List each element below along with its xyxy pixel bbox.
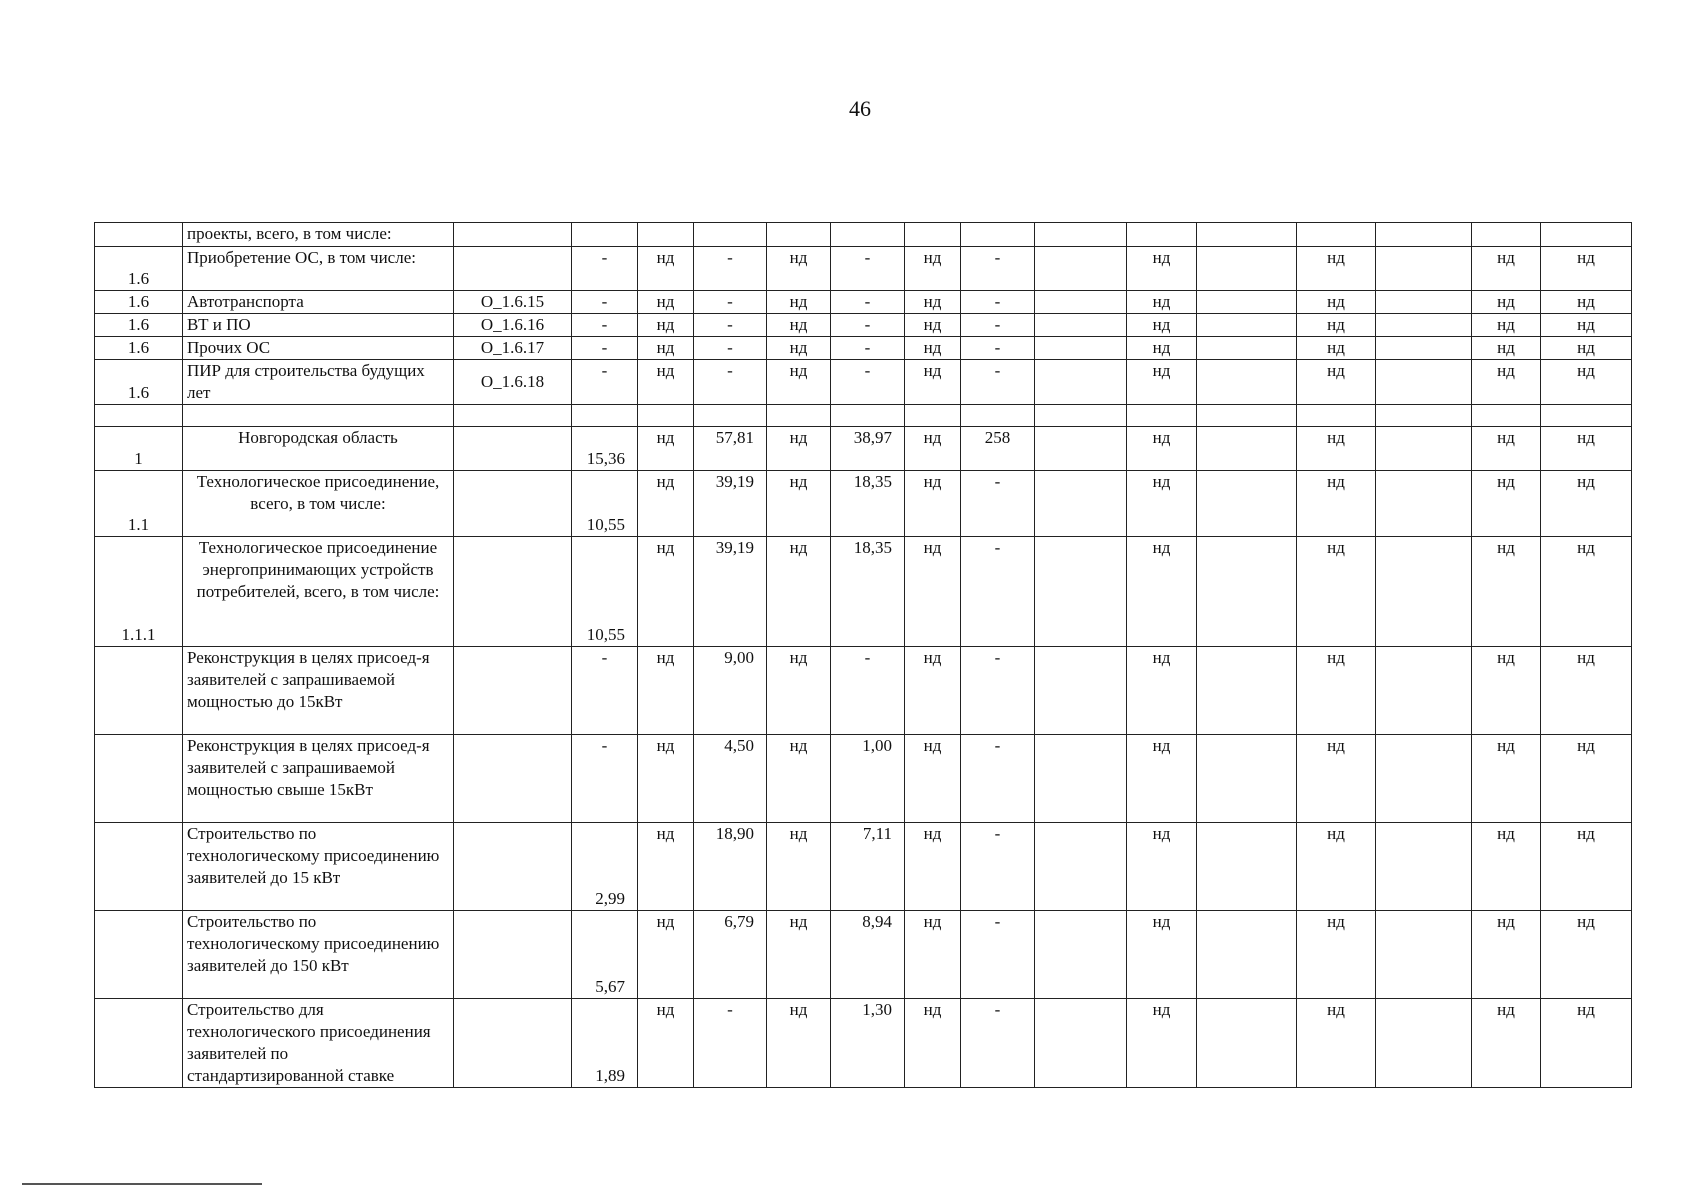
cell-value: - bbox=[961, 999, 1035, 1088]
cell-value: нд bbox=[767, 360, 831, 405]
cell-value: нд bbox=[1541, 337, 1632, 360]
cell-value bbox=[1376, 247, 1472, 291]
cell-value bbox=[1197, 911, 1297, 999]
cell-value: нд bbox=[1297, 537, 1376, 647]
cell-value: 7,11 bbox=[831, 823, 905, 911]
row-code bbox=[454, 735, 572, 823]
cell-value bbox=[1035, 471, 1127, 537]
cell-value: 15,36 bbox=[572, 427, 638, 471]
cell-value: нд bbox=[1127, 337, 1197, 360]
cell-value: - bbox=[694, 360, 767, 405]
cell-value bbox=[1197, 427, 1297, 471]
cell-value: - bbox=[572, 735, 638, 823]
row-number: 1.1 bbox=[95, 471, 183, 537]
cell-value: нд bbox=[1127, 537, 1197, 647]
cell-value: нд bbox=[905, 291, 961, 314]
cell-value: 4,50 bbox=[694, 735, 767, 823]
cell-value: нд bbox=[1472, 360, 1541, 405]
cell-value: - bbox=[961, 337, 1035, 360]
table-row bbox=[95, 735, 1632, 823]
row-name: Строительство для технологического присоединения заявителей по стандартизированной ставке bbox=[183, 999, 454, 1088]
cell-value: нд bbox=[1541, 999, 1632, 1088]
row-name: ВТ и ПО bbox=[183, 314, 454, 337]
cell-value bbox=[1035, 823, 1127, 911]
cell-value: нд bbox=[905, 427, 961, 471]
cell-value: 1,30 bbox=[831, 999, 905, 1088]
cell-value: нд bbox=[1541, 735, 1632, 823]
cell-value: нд bbox=[1297, 314, 1376, 337]
cell-value: нд bbox=[1472, 735, 1541, 823]
cell-value bbox=[1035, 537, 1127, 647]
cell-value bbox=[1035, 360, 1127, 405]
row-number: 1.1.1 bbox=[95, 537, 183, 647]
table-row bbox=[95, 405, 1632, 427]
cell-value: нд bbox=[767, 291, 831, 314]
cell-value: нд bbox=[905, 647, 961, 735]
cell-value: нд bbox=[905, 823, 961, 911]
cell-value: - bbox=[694, 291, 767, 314]
cell-value: - bbox=[831, 337, 905, 360]
cell-value: нд bbox=[638, 471, 694, 537]
cell-value: нд bbox=[767, 735, 831, 823]
cell-value: нд bbox=[1127, 291, 1197, 314]
cell-value bbox=[694, 405, 767, 427]
cell-value: 57,81 bbox=[694, 427, 767, 471]
cell-value bbox=[1197, 471, 1297, 537]
cell-value bbox=[1376, 999, 1472, 1088]
cell-value: нд bbox=[1541, 471, 1632, 537]
cell-value: 1,89 bbox=[572, 999, 638, 1088]
cell-value: нд bbox=[905, 247, 961, 291]
cell-value: нд bbox=[905, 537, 961, 647]
row-number bbox=[95, 405, 183, 427]
cell-value bbox=[831, 405, 905, 427]
row-name: Реконструкция в целях присоед-я заявителей с запрашиваемой мощностью до 15кВт bbox=[183, 647, 454, 735]
cell-value: - bbox=[961, 291, 1035, 314]
cell-value bbox=[1297, 405, 1376, 427]
row-name: Реконструкция в целях присоед-я заявителей с запрашиваемой мощностью свыше 15кВт bbox=[183, 735, 454, 823]
table-row bbox=[95, 471, 1632, 537]
cell-value bbox=[1541, 223, 1632, 247]
cell-value: нд bbox=[1541, 647, 1632, 735]
cell-value bbox=[1035, 291, 1127, 314]
cell-value: - bbox=[572, 247, 638, 291]
row-number bbox=[95, 999, 183, 1088]
cell-value bbox=[1541, 405, 1632, 427]
cell-value: нд bbox=[1472, 911, 1541, 999]
cell-value bbox=[1197, 314, 1297, 337]
cell-value bbox=[638, 223, 694, 247]
cell-value: нд bbox=[1297, 427, 1376, 471]
cell-value: нд bbox=[905, 314, 961, 337]
cell-value bbox=[1035, 337, 1127, 360]
cell-value: нд bbox=[1472, 427, 1541, 471]
row-number bbox=[95, 223, 183, 247]
row-code: О_1.6.18 bbox=[454, 360, 572, 405]
row-name: Автотранспорта bbox=[183, 291, 454, 314]
cell-value bbox=[1376, 291, 1472, 314]
row-number: 1.6 bbox=[95, 247, 183, 291]
cell-value: нд bbox=[1127, 427, 1197, 471]
cell-value: 10,55 bbox=[572, 471, 638, 537]
cell-value: - bbox=[961, 360, 1035, 405]
cell-value: - bbox=[831, 247, 905, 291]
cell-value: нд bbox=[767, 911, 831, 999]
cell-value: нд bbox=[767, 823, 831, 911]
cell-value: - bbox=[961, 537, 1035, 647]
cell-value bbox=[572, 405, 638, 427]
cell-value bbox=[1197, 735, 1297, 823]
cell-value: нд bbox=[1472, 537, 1541, 647]
table-row bbox=[95, 537, 1632, 647]
cell-value: нд bbox=[1297, 247, 1376, 291]
cell-value bbox=[1035, 999, 1127, 1088]
cell-value: нд bbox=[905, 735, 961, 823]
cell-value: нд bbox=[1472, 337, 1541, 360]
cell-value: 8,94 bbox=[831, 911, 905, 999]
cell-value: нд bbox=[767, 314, 831, 337]
cell-value: нд bbox=[638, 735, 694, 823]
cell-value: - bbox=[694, 337, 767, 360]
cell-value: нд bbox=[767, 427, 831, 471]
row-name: Технологическое присоединение энергопринимающих устройств потребителей, всего, в том числе: bbox=[183, 537, 454, 647]
cell-value: нд bbox=[1297, 291, 1376, 314]
cell-value bbox=[961, 405, 1035, 427]
table-row bbox=[95, 314, 1632, 337]
cell-value bbox=[1035, 314, 1127, 337]
cell-value: нд bbox=[905, 999, 961, 1088]
cell-value bbox=[638, 405, 694, 427]
cell-value bbox=[1035, 247, 1127, 291]
table-row bbox=[95, 999, 1632, 1088]
cell-value bbox=[1376, 427, 1472, 471]
cell-value: нд bbox=[1127, 247, 1197, 291]
cell-value bbox=[694, 223, 767, 247]
cell-value: 38,97 bbox=[831, 427, 905, 471]
cell-value: - bbox=[572, 647, 638, 735]
cell-value bbox=[1472, 405, 1541, 427]
cell-value: нд bbox=[638, 823, 694, 911]
cell-value: 6,79 bbox=[694, 911, 767, 999]
cell-value: - bbox=[961, 314, 1035, 337]
cell-value: нд bbox=[1472, 471, 1541, 537]
cell-value bbox=[1297, 223, 1376, 247]
cell-value: нд bbox=[1472, 247, 1541, 291]
cell-value: - bbox=[694, 247, 767, 291]
cell-value: нд bbox=[905, 360, 961, 405]
cell-value bbox=[1376, 337, 1472, 360]
cell-value: - bbox=[831, 360, 905, 405]
table-row bbox=[95, 337, 1632, 360]
cell-value: - bbox=[831, 291, 905, 314]
cell-value bbox=[1376, 647, 1472, 735]
row-code bbox=[454, 823, 572, 911]
row-code: О_1.6.15 bbox=[454, 291, 572, 314]
table-row bbox=[95, 291, 1632, 314]
cell-value: 1,00 bbox=[831, 735, 905, 823]
cell-value bbox=[767, 405, 831, 427]
page-number: 46 bbox=[849, 96, 871, 121]
cell-value: нд bbox=[1127, 823, 1197, 911]
row-code: О_1.6.17 bbox=[454, 337, 572, 360]
cell-value: нд bbox=[1541, 314, 1632, 337]
cell-value: нд bbox=[1472, 291, 1541, 314]
row-number: 1.6 bbox=[95, 314, 183, 337]
cell-value: нд bbox=[1541, 247, 1632, 291]
cell-value bbox=[1035, 647, 1127, 735]
cell-value bbox=[1197, 223, 1297, 247]
table-row bbox=[95, 247, 1632, 291]
cell-value: 39,19 bbox=[694, 471, 767, 537]
cell-value: нд bbox=[905, 471, 961, 537]
row-code bbox=[454, 223, 572, 247]
cell-value: нд bbox=[1472, 999, 1541, 1088]
row-name: Прочих ОС bbox=[183, 337, 454, 360]
cell-value: 5,67 bbox=[572, 911, 638, 999]
cell-value: нд bbox=[767, 247, 831, 291]
row-code bbox=[454, 405, 572, 427]
row-code bbox=[454, 911, 572, 999]
cell-value bbox=[767, 223, 831, 247]
cell-value: - bbox=[572, 291, 638, 314]
cell-value: - bbox=[961, 647, 1035, 735]
cell-value: нд bbox=[638, 427, 694, 471]
cell-value: нд bbox=[1127, 360, 1197, 405]
cell-value bbox=[1197, 823, 1297, 911]
investment-table bbox=[94, 222, 1632, 1088]
cell-value bbox=[1035, 735, 1127, 823]
cell-value: нд bbox=[1127, 911, 1197, 999]
cell-value: нд bbox=[1297, 911, 1376, 999]
row-code: О_1.6.16 bbox=[454, 314, 572, 337]
cell-value: 18,90 bbox=[694, 823, 767, 911]
cell-value bbox=[1376, 823, 1472, 911]
cell-value bbox=[1197, 999, 1297, 1088]
cell-value: нд bbox=[1127, 314, 1197, 337]
cell-value bbox=[1376, 735, 1472, 823]
cell-value bbox=[1197, 247, 1297, 291]
cell-value bbox=[1035, 427, 1127, 471]
cell-value: нд bbox=[1541, 911, 1632, 999]
row-code bbox=[454, 647, 572, 735]
row-name bbox=[183, 405, 454, 427]
cell-value: нд bbox=[767, 537, 831, 647]
cell-value: нд bbox=[767, 337, 831, 360]
cell-value bbox=[1197, 337, 1297, 360]
cell-value bbox=[572, 223, 638, 247]
row-name: проекты, всего, в том числе: bbox=[183, 223, 454, 247]
row-code bbox=[454, 537, 572, 647]
table-row bbox=[95, 911, 1632, 999]
cell-value bbox=[1197, 537, 1297, 647]
table-row bbox=[95, 647, 1632, 735]
cell-value: нд bbox=[638, 911, 694, 999]
row-number: 1.6 bbox=[95, 337, 183, 360]
cell-value bbox=[1035, 911, 1127, 999]
cell-value: 10,55 bbox=[572, 537, 638, 647]
cell-value: нд bbox=[1541, 427, 1632, 471]
row-number: 1.6 bbox=[95, 360, 183, 405]
cell-value bbox=[1472, 223, 1541, 247]
row-number: 1 bbox=[95, 427, 183, 471]
cell-value bbox=[1376, 360, 1472, 405]
cell-value bbox=[1035, 405, 1127, 427]
cell-value bbox=[1197, 647, 1297, 735]
table-row bbox=[95, 223, 1632, 247]
cell-value: нд bbox=[1541, 823, 1632, 911]
row-number bbox=[95, 735, 183, 823]
cell-value bbox=[905, 405, 961, 427]
cell-value: - bbox=[961, 823, 1035, 911]
cell-value: нд bbox=[1127, 471, 1197, 537]
cell-value: - bbox=[694, 314, 767, 337]
cell-value: нд bbox=[638, 291, 694, 314]
row-code bbox=[454, 471, 572, 537]
cell-value bbox=[1197, 360, 1297, 405]
cell-value bbox=[1376, 471, 1472, 537]
cell-value bbox=[1376, 223, 1472, 247]
cell-value: нд bbox=[1297, 735, 1376, 823]
row-code bbox=[454, 999, 572, 1088]
cell-value: нд bbox=[1127, 647, 1197, 735]
row-code bbox=[454, 247, 572, 291]
cell-value: нд bbox=[638, 337, 694, 360]
cell-value: нд bbox=[1541, 360, 1632, 405]
cell-value: - bbox=[572, 337, 638, 360]
cell-value: нд bbox=[1472, 647, 1541, 735]
row-code bbox=[454, 427, 572, 471]
cell-value: нд bbox=[767, 647, 831, 735]
cell-value: нд bbox=[1541, 537, 1632, 647]
row-name: Новгородская область bbox=[183, 427, 454, 471]
cell-value: нд bbox=[1297, 337, 1376, 360]
row-number: 1.6 bbox=[95, 291, 183, 314]
cell-value: нд bbox=[1127, 735, 1197, 823]
cell-value bbox=[831, 223, 905, 247]
cell-value bbox=[961, 223, 1035, 247]
cell-value: нд bbox=[1472, 823, 1541, 911]
cell-value: нд bbox=[638, 314, 694, 337]
table-row bbox=[95, 427, 1632, 471]
cell-value: - bbox=[694, 999, 767, 1088]
cell-value: - bbox=[961, 735, 1035, 823]
cell-value: 18,35 bbox=[831, 537, 905, 647]
cell-value: нд bbox=[638, 360, 694, 405]
cell-value: нд bbox=[1541, 291, 1632, 314]
cell-value: нд bbox=[767, 471, 831, 537]
row-number bbox=[95, 911, 183, 999]
cell-value bbox=[1197, 291, 1297, 314]
cell-value: - bbox=[572, 314, 638, 337]
row-number bbox=[95, 823, 183, 911]
table-row bbox=[95, 360, 1632, 405]
cell-value: нд bbox=[1297, 999, 1376, 1088]
cell-value bbox=[1376, 537, 1472, 647]
cell-value: нд bbox=[1297, 647, 1376, 735]
cell-value bbox=[1197, 405, 1297, 427]
cell-value: нд bbox=[1127, 999, 1197, 1088]
cell-value: нд bbox=[638, 247, 694, 291]
cell-value: - bbox=[961, 911, 1035, 999]
cell-value: нд bbox=[638, 537, 694, 647]
cell-value bbox=[1376, 911, 1472, 999]
cell-value bbox=[1035, 223, 1127, 247]
cell-value bbox=[1376, 405, 1472, 427]
cell-value: нд bbox=[1472, 314, 1541, 337]
row-name: Строительство по технологическому присоединению заявителей до 150 кВт bbox=[183, 911, 454, 999]
cell-value: нд bbox=[638, 999, 694, 1088]
cell-value: 258 bbox=[961, 427, 1035, 471]
row-name: Технологическое присоединение, всего, в том числе: bbox=[183, 471, 454, 537]
footer-rule bbox=[22, 1183, 262, 1185]
cell-value: 9,00 bbox=[694, 647, 767, 735]
row-number bbox=[95, 647, 183, 735]
cell-value: нд bbox=[905, 337, 961, 360]
cell-value: нд bbox=[1297, 823, 1376, 911]
row-name: Приобретение ОС, в том числе: bbox=[183, 247, 454, 291]
table-row bbox=[95, 823, 1632, 911]
cell-value: нд bbox=[1297, 471, 1376, 537]
cell-value: - bbox=[831, 314, 905, 337]
cell-value: нд bbox=[905, 911, 961, 999]
cell-value bbox=[1127, 223, 1197, 247]
row-name: ПИР для строительства будущих лет bbox=[183, 360, 454, 405]
cell-value bbox=[1376, 314, 1472, 337]
cell-value: нд bbox=[767, 999, 831, 1088]
cell-value: 39,19 bbox=[694, 537, 767, 647]
cell-value: нд bbox=[638, 647, 694, 735]
cell-value: - bbox=[572, 360, 638, 405]
cell-value: - bbox=[961, 471, 1035, 537]
cell-value: 18,35 bbox=[831, 471, 905, 537]
cell-value bbox=[905, 223, 961, 247]
cell-value: - bbox=[831, 647, 905, 735]
cell-value: нд bbox=[1297, 360, 1376, 405]
row-name: Строительство по технологическому присоединению заявителей до 15 кВт bbox=[183, 823, 454, 911]
cell-value bbox=[1127, 405, 1197, 427]
cell-value: 2,99 bbox=[572, 823, 638, 911]
cell-value: - bbox=[961, 247, 1035, 291]
